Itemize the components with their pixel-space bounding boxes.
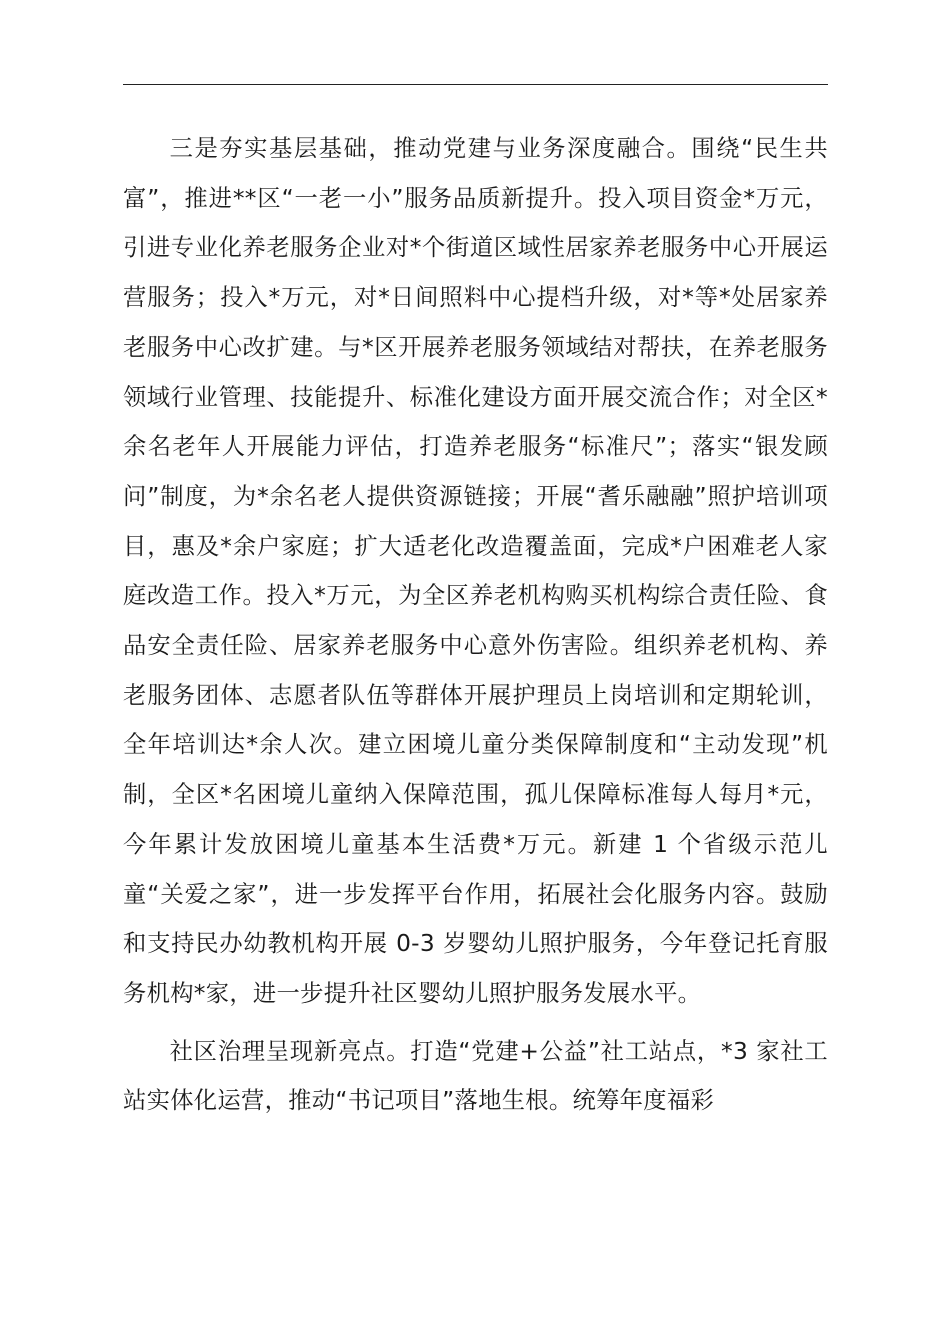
header-rule (123, 84, 828, 85)
body-text (123, 124, 828, 1126)
paragraph-elderly-child-services: 三是夯实基层基础，推动党建与业务深度融合。围绕“民生共富”，推进**区“一老一小”服务品质新提升。投入项目资金*万元，引进专业化养老服务企业对*个街道区域性居家养老服务中心开展运营服务；投入*万元，对*日间照料中心提档升级，对*等*处居家养老服务中心改扩建。与*区开展养老服务领域结对帮扶，在养老服务领域行业管理、技能提升、标准化建设方面开展交流合作；对全区*余名老年人开展能力评估，打造养老服务“标准尺”；落实“银发顾问”制度，为*余名老人提供资源链接；开展“耆乐融融”照护培训项目，惠及*余户家庭；扩大适老化改造覆盖面，完成*户困难老人家庭改造工作。投入*万元，为全区养老机构购买机构综合责任险、食品安全责任险、居家养老服务中心意外伤害险。组织养老机构、养老服务团体、志愿者队伍等群体开展护理员上岗培训和定期轮训，全年培训达*余人次。建立困境儿童分类保障制度和“主动发现”机制，全区*名困境儿童纳入保障范围，孤儿保障标准每人每月*元，今年累计发放困境儿童基本生活费*万元。新建 1 个省级示范儿童“关爱之家”，进一步发挥平台作用，拓展社会化服务内容。鼓励和支持民办幼教机构开展 0-3 岁婴幼儿照护服务，今年登记托育服务机构*家，进一步提升社区婴幼儿照护服务发展水平。 (123, 135, 828, 1007)
paragraph-community-governance: 社区治理呈现新亮点。打造“党建+公益”社工站点，*3 家社工站实体化运营，推动“书记项目”落地生根。统筹年度福彩 (123, 1037, 828, 1115)
